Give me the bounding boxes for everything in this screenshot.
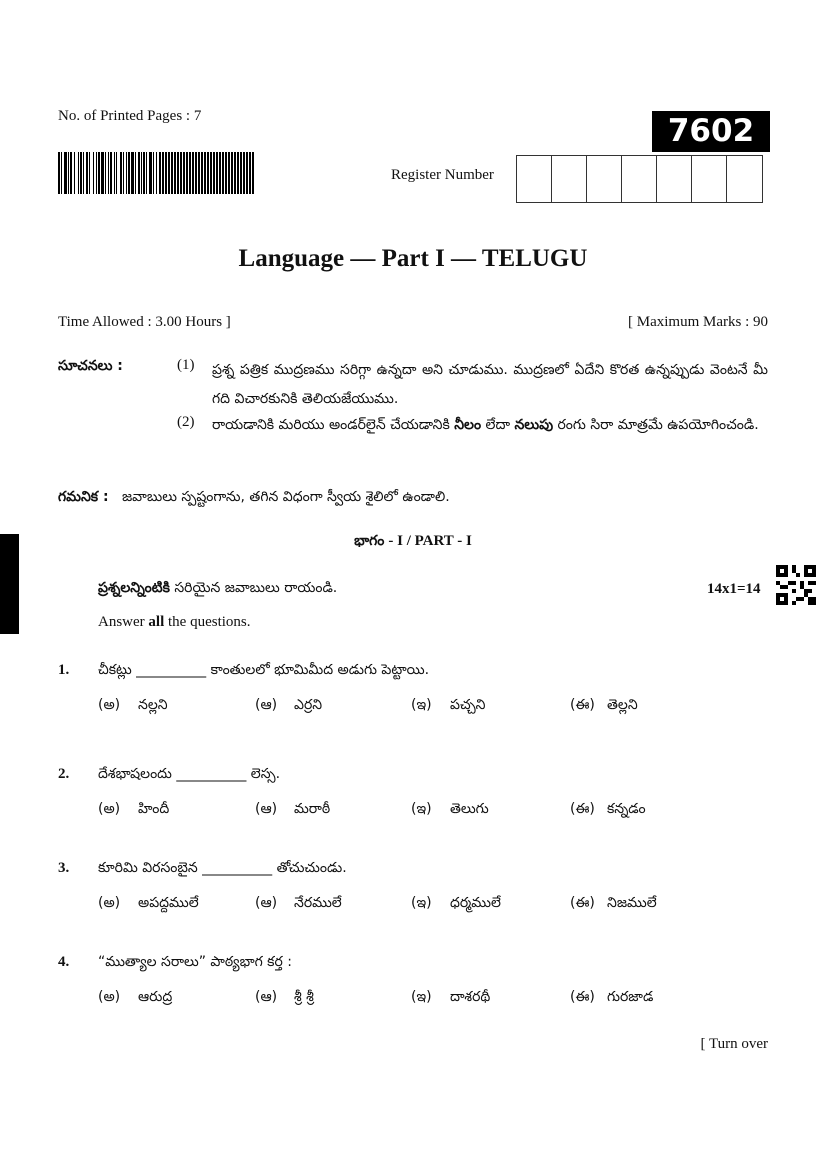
option-value: శ్రీ శ్రీ (294, 989, 314, 1005)
part-heading-te: భాగం (354, 533, 385, 549)
option-value: ఎర్రని (294, 697, 323, 713)
instruction-text-part: లేదా (481, 417, 515, 433)
option-value: అపద్దములే (138, 895, 199, 911)
paper-code: 7602 (652, 111, 770, 152)
option-key: (ఆ) (255, 801, 278, 817)
option-value: ఆరుద్ర (138, 989, 173, 1005)
register-number-label: Register Number (391, 167, 494, 183)
option-value: నేరములే (294, 895, 342, 911)
instruction-text-part: రంగు సిరా మాత్రమే ఉపయోగించండి. (553, 417, 759, 433)
option-value: మరాఠీ (294, 801, 331, 817)
instruction-number: (1) (177, 357, 195, 373)
answer-instruction-en-pre: Answer (98, 614, 149, 630)
option-key: (ఇ) (411, 989, 432, 1005)
register-digit-box (552, 156, 587, 202)
note-text: జవాబులు స్పష్టంగాను, తగిన విధంగా స్వీయ శైలిలో ఉండాలి. (121, 489, 450, 505)
option-value: నల్లని (138, 697, 168, 713)
answer-instruction-en (98, 614, 251, 631)
question-text: “ముత్యాల సరాలు” పాఠ్యభాగ కర్త : (98, 954, 292, 970)
answer-instruction-bold: ప్రశ్నలన్నింటికి (98, 580, 170, 596)
option-key: (అ) (98, 697, 121, 713)
question-number: 2. (58, 766, 70, 782)
register-digit-box (517, 156, 552, 202)
option-key: (ఆ) (255, 697, 278, 713)
instruction-number: (2) (177, 414, 195, 430)
option-key: (ఇ) (411, 801, 432, 817)
barcode (58, 152, 256, 194)
register-digit-box (587, 156, 622, 202)
option-key: (అ) (98, 801, 121, 817)
question-number: 4. (58, 954, 70, 970)
option-key: (ఈ) (570, 989, 595, 1005)
question-text: కూరిమి విరసంబైన __________ తోచుచుండు. (98, 860, 347, 876)
register-number-grid (516, 155, 763, 203)
question-text: చీకట్లు __________ కాంతులలో భూమిమీద అడుగు పెట్టాయి. (98, 662, 430, 678)
note (58, 489, 450, 508)
question-text: దేశభాషలందు __________ లెస్స. (98, 766, 281, 782)
instruction-bold-blue: నీలం (454, 417, 482, 433)
instruction-text: ప్రశ్న పత్రిక ముద్రణము సరిగ్గా ఉన్నదా అని చూడుము. ముద్రణలో ఏదేని కొరత ఉన్నప్పుడు వెంటనే మీ గది విచారకునికి తెలియజేయుము. (212, 362, 768, 407)
instruction-text-part: రాయడానికి మరియు అండర్‌లైన్ చేయడానికి (212, 417, 455, 433)
question-number: 3. (58, 860, 70, 876)
answer-instruction-te (98, 580, 337, 599)
option-key: (అ) (98, 989, 121, 1005)
option-value: ధర్మములే (450, 895, 501, 911)
maximum-marks: [ Maximum Marks : 90 (628, 314, 768, 330)
instructions-label: సూచనలు : (58, 358, 123, 374)
option-value: కన్నడం (607, 801, 646, 817)
time-allowed: Time Allowed : 3.00 Hours ] (58, 314, 231, 330)
register-digit-box (727, 156, 762, 202)
page-title: Language — Part I — TELUGU (238, 245, 588, 272)
register-digit-box (622, 156, 657, 202)
option-key: (ఇ) (411, 895, 432, 911)
option-key: (ఈ) (570, 697, 595, 713)
option-key: (అ) (98, 895, 121, 911)
option-value: తెలుగు (450, 801, 489, 817)
instruction-text (212, 411, 768, 440)
option-value: నిజములే (607, 895, 657, 911)
option-value: పచ్చని (450, 697, 486, 713)
part-heading (0, 532, 826, 552)
option-key: (ఆ) (255, 989, 278, 1005)
option-value: గురజాడ (607, 989, 654, 1005)
answer-instruction-rest: సరియైన జవాబులు రాయండి. (169, 580, 338, 596)
option-key: (ఈ) (570, 895, 595, 911)
option-value: హిందీ (138, 801, 170, 817)
register-digit-box (692, 156, 727, 202)
question-number: 1. (58, 662, 70, 678)
option-value: దాశరథీ (450, 989, 491, 1005)
part-heading-en: - I / PART - I (388, 533, 472, 549)
option-key: (ఇ) (411, 697, 432, 713)
option-key: (ఆ) (255, 895, 278, 911)
option-value: తెల్లని (607, 697, 638, 713)
qr-code-icon (776, 565, 816, 605)
printed-pages: No. of Printed Pages : 7 (58, 108, 202, 124)
note-label: గమనిక : (58, 489, 109, 505)
turn-over-note: [ Turn over (700, 1036, 768, 1052)
register-digit-box (657, 156, 692, 202)
answer-instruction-en-post: the questions. (164, 614, 251, 630)
answer-instruction-en-bold: all (148, 614, 165, 630)
section-marks: 14x1=14 (707, 581, 761, 597)
barcode-stripe (254, 152, 256, 194)
option-key: (ఈ) (570, 801, 595, 817)
instruction-bold-black: నలుపు (514, 417, 554, 433)
